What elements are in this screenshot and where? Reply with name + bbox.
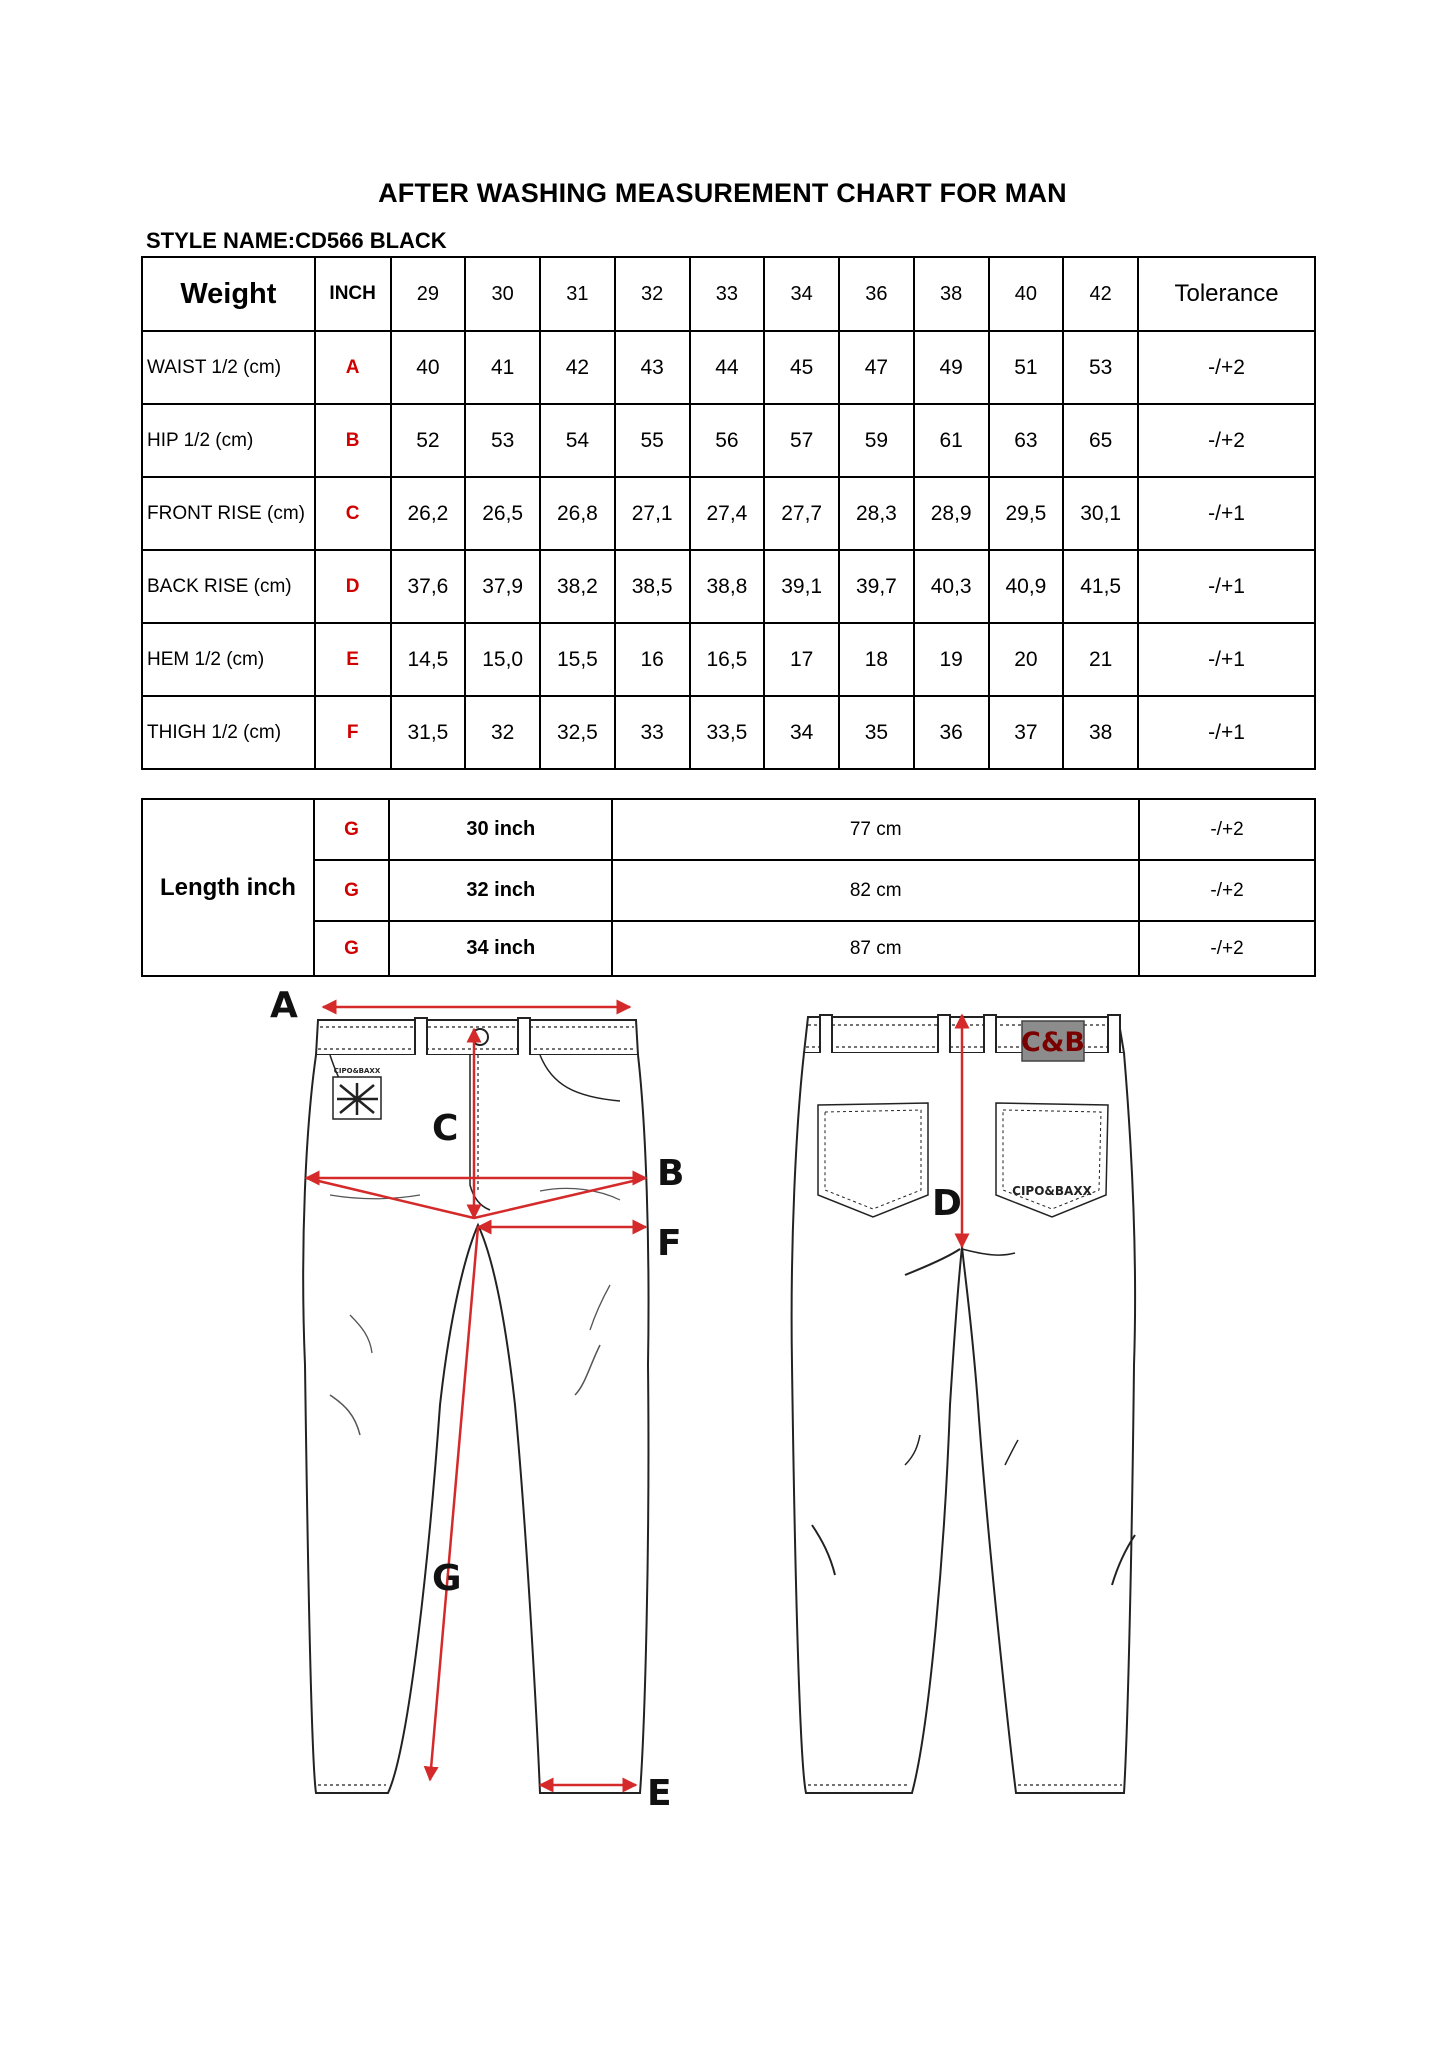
measure-code: F [315, 696, 391, 769]
measure-value: 65 [1063, 404, 1138, 477]
size-header: 32 [615, 257, 690, 331]
measure-value: 37 [989, 696, 1064, 769]
size-measurement-table [141, 256, 1316, 770]
measure-value: 29,5 [989, 477, 1064, 550]
back-jeans-drawing [792, 1015, 1135, 1793]
brand-badge-text: C&B [1021, 1027, 1085, 1058]
front-jeans-drawing [303, 1018, 648, 1793]
size-header: 40 [989, 257, 1064, 331]
length-cm: 82 cm [612, 860, 1139, 921]
measure-code: B [315, 404, 391, 477]
measure-value: 59 [839, 404, 914, 477]
measure-value: 37,9 [465, 550, 540, 623]
measure-value: 51 [989, 331, 1064, 404]
measure-value: 40 [391, 331, 466, 404]
table-row [142, 550, 1315, 623]
measure-value: 16 [615, 623, 690, 696]
measure-label: HEM 1/2 (cm) [142, 623, 315, 696]
measure-value: 63 [989, 404, 1064, 477]
measure-code: G [314, 921, 389, 976]
length-cm: 77 cm [612, 799, 1139, 860]
tolerance-value: -/+2 [1139, 860, 1315, 921]
table-row [142, 623, 1315, 696]
measure-value: 38,8 [690, 550, 765, 623]
size-header: 30 [465, 257, 540, 331]
table-row [142, 477, 1315, 550]
measure-value: 28,9 [914, 477, 989, 550]
measure-value: 26,5 [465, 477, 540, 550]
measure-value: 33 [615, 696, 690, 769]
measure-value: 32 [465, 696, 540, 769]
measure-code: G [314, 799, 389, 860]
measure-label: WAIST 1/2 (cm) [142, 331, 315, 404]
tolerance-value: -/+2 [1138, 404, 1315, 477]
size-header: 33 [690, 257, 765, 331]
tolerance-value: -/+2 [1138, 331, 1315, 404]
inch-header: INCH [315, 257, 391, 331]
measure-value: 49 [914, 331, 989, 404]
length-cm: 87 cm [612, 921, 1139, 976]
measure-value: 39,7 [839, 550, 914, 623]
measure-value: 38,2 [540, 550, 615, 623]
measure-value: 45 [764, 331, 839, 404]
table-row [142, 696, 1315, 769]
back-pocket-label: CIPO&BAXX [1012, 1184, 1092, 1198]
measure-value: 42 [540, 331, 615, 404]
length-inch: 32 inch [389, 860, 612, 921]
tolerance-value: -/+1 [1138, 696, 1315, 769]
size-header: 38 [914, 257, 989, 331]
measure-value: 54 [540, 404, 615, 477]
table-row [142, 331, 1315, 404]
measure-value: 37,6 [391, 550, 466, 623]
measure-value: 17 [764, 623, 839, 696]
measure-value: 26,8 [540, 477, 615, 550]
tolerance-value: -/+1 [1138, 623, 1315, 696]
marker-d: D [932, 1183, 962, 1224]
measure-value: 53 [465, 404, 540, 477]
measure-value: 34 [764, 696, 839, 769]
size-header: 34 [764, 257, 839, 331]
measure-value: 56 [690, 404, 765, 477]
measure-value: 44 [690, 331, 765, 404]
length-inch: 30 inch [389, 799, 612, 860]
table-row [142, 799, 1315, 860]
measure-value: 21 [1063, 623, 1138, 696]
measure-value: 38,5 [615, 550, 690, 623]
measure-label: FRONT RISE (cm) [142, 477, 315, 550]
measure-code: D [315, 550, 391, 623]
measure-label: BACK RISE (cm) [142, 550, 315, 623]
measure-label: THIGH 1/2 (cm) [142, 696, 315, 769]
measure-value: 20 [989, 623, 1064, 696]
measure-value: 53 [1063, 331, 1138, 404]
tolerance-value: -/+2 [1139, 921, 1315, 976]
measure-value: 40,3 [914, 550, 989, 623]
measure-value: 55 [615, 404, 690, 477]
measure-value: 40,9 [989, 550, 1064, 623]
measure-value: 27,4 [690, 477, 765, 550]
measure-code: E [315, 623, 391, 696]
measure-code: G [314, 860, 389, 921]
marker-f: F [657, 1223, 682, 1264]
measure-value: 15,0 [465, 623, 540, 696]
measure-value: 26,2 [391, 477, 466, 550]
measure-value: 52 [391, 404, 466, 477]
measure-value: 30,1 [1063, 477, 1138, 550]
measure-value: 57 [764, 404, 839, 477]
measure-value: 32,5 [540, 696, 615, 769]
measure-value: 38 [1063, 696, 1138, 769]
tolerance-value: -/+1 [1138, 550, 1315, 623]
style-name: STYLE NAME:CD566 BLACK [146, 228, 447, 253]
tolerance-value: -/+1 [1138, 477, 1315, 550]
marker-c: C [432, 1108, 459, 1149]
marker-e: E [647, 1773, 672, 1814]
measure-value: 47 [839, 331, 914, 404]
measure-value: 31,5 [391, 696, 466, 769]
table-row [142, 921, 1315, 976]
length-inch: 34 inch [389, 921, 612, 976]
measure-value: 61 [914, 404, 989, 477]
measure-value: 15,5 [540, 623, 615, 696]
marker-b: B [657, 1153, 685, 1194]
measure-value: 33,5 [690, 696, 765, 769]
size-header: 42 [1063, 257, 1138, 331]
coin-pocket-label: CIPO&BAXX [333, 1067, 381, 1075]
measure-value: 14,5 [391, 623, 466, 696]
size-header: 29 [391, 257, 466, 331]
table-row [142, 404, 1315, 477]
jeans-measurement-diagram [0, 985, 1445, 1835]
measure-value: 27,7 [764, 477, 839, 550]
length-table [141, 798, 1316, 977]
tolerance-value: -/+2 [1139, 799, 1315, 860]
measure-value: 18 [839, 623, 914, 696]
measure-value: 19 [914, 623, 989, 696]
weight-header: Weight [142, 257, 315, 331]
measure-value: 43 [615, 331, 690, 404]
measure-code: A [315, 331, 391, 404]
table-header-row [142, 257, 1315, 331]
table-row [142, 860, 1315, 921]
tolerance-header: Tolerance [1138, 257, 1315, 331]
measure-value: 27,1 [615, 477, 690, 550]
measure-value: 39,1 [764, 550, 839, 623]
measure-value: 35 [839, 696, 914, 769]
marker-a: A [270, 985, 298, 1026]
measure-value: 16,5 [690, 623, 765, 696]
length-label: Length inch [142, 799, 314, 976]
page-title: AFTER WASHING MEASUREMENT CHART FOR MAN [378, 178, 1067, 208]
measure-code: C [315, 477, 391, 550]
measure-value: 41,5 [1063, 550, 1138, 623]
measure-value: 36 [914, 696, 989, 769]
measure-value: 28,3 [839, 477, 914, 550]
size-header: 36 [839, 257, 914, 331]
measure-label: HIP 1/2 (cm) [142, 404, 315, 477]
measure-value: 41 [465, 331, 540, 404]
size-header: 31 [540, 257, 615, 331]
marker-g: G [432, 1558, 462, 1599]
